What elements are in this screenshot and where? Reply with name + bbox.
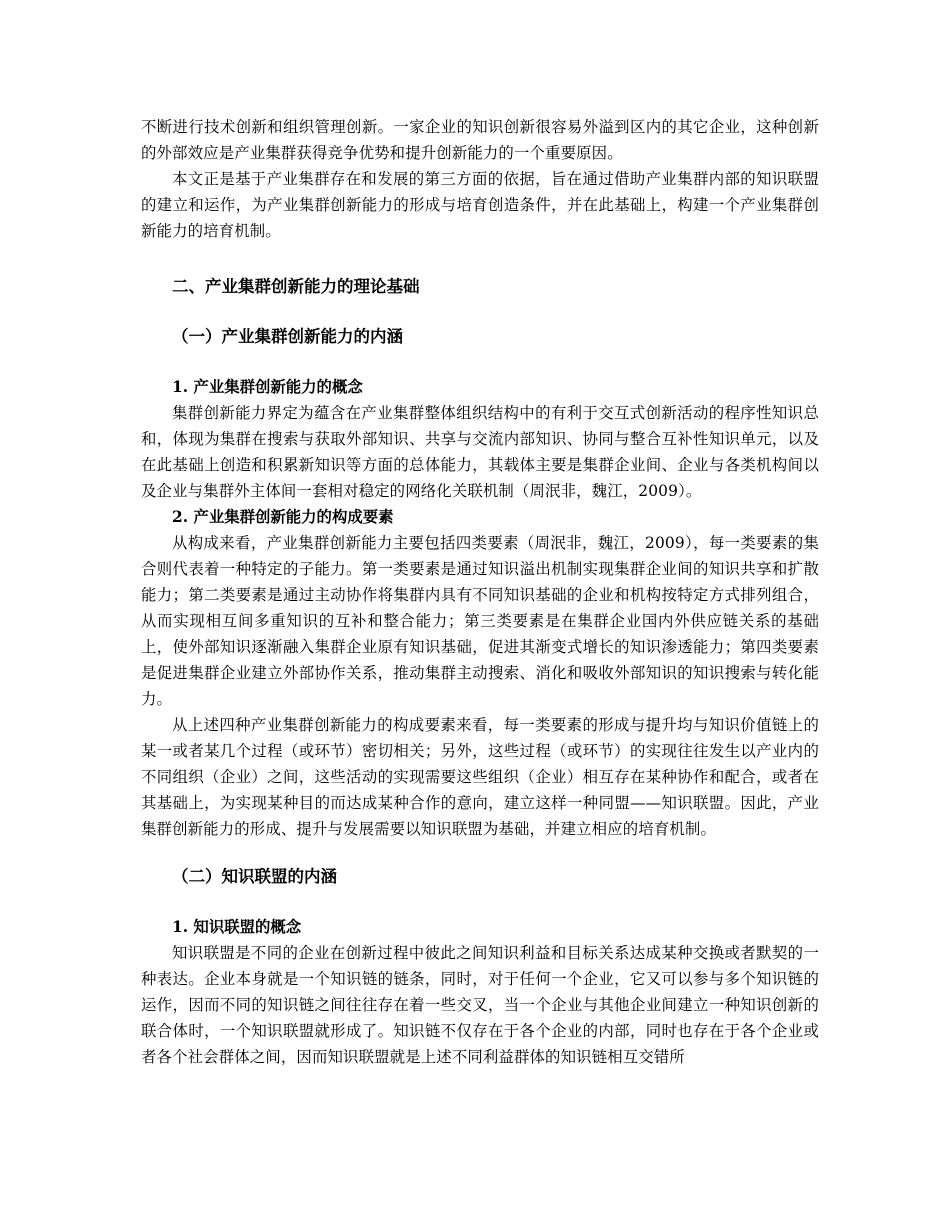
item-heading-elements: 2. 产业集群创新能力的构成要素 [172, 508, 394, 526]
paragraph-continuation: 不断进行技术创新和组织管理创新。一家企业的知识创新很容易外溢到区内的其它企业，这种创新的外部效应是产业集群获得竞争优势和提升创新能力的一个重要原因。 [141, 118, 819, 162]
paragraph-purpose: 本文正是基于产业集群存在和发展的第三方面的依据，旨在通过借助产业集群内部的知识联盟的建立和运作，为产业集群创新能力的形成与培育创造条件，并在此基础上，构建一个产业集群创新能力的培育机制。 [141, 170, 819, 240]
section-heading-theory: 二、产业集群创新能力的理论基础 [172, 277, 420, 296]
subsection-heading-connotation: （一）产业集群创新能力的内涵 [172, 327, 403, 346]
document-page [141, 114, 819, 1070]
paragraph-elements: 从构成来看，产业集群创新能力主要包括四类要素（周泯非，魏江，2009），每一类要素的集合则代表着一种特定的子能力。第一类要素是通过知识溢出机制实现集群企业间的知识共享和扩散能力；第二类要素是通过主动协作将集群内具有不同知识基础的企业和机构按特定方式排列组合，从而实现相互间多重知识的互补和整合能力；第三类要素是在集群企业国内外供应链关系的基础上，使外部知识逐渐融入集群企业原有知识基础，促进其渐变式增长的知识渗透能力；第四类要素是促进集群企业建立外部协作关系，推动集群主动搜索、消化和吸收外部知识的知识搜索与转化能力。 [141, 534, 819, 708]
paragraph-concept: 集群创新能力界定为蕴含在产业集群整体组织结构中的有利于交互式创新活动的程序性知识总和，体现为集群在搜索与获取外部知识、共享与交流内部知识、协同与整合互补性知识单元，以及在此基础上创造和积累新知识等方面的总体能力，其载体主要是集群企业间、企业与各类机构间以及企业与集群外主体间一套相对稳定的网络化关联机制（周泯非，魏江，2009）。 [141, 404, 819, 500]
item-heading-alliance-concept: 1. 知识联盟的概念 [172, 918, 302, 936]
paragraph-knowledge-alliance-basis: 从上述四种产业集群创新能力的构成要素来看，每一类要素的形成与提升均与知识价值链上的某一或者某几个过程（或环节）密切相关；另外，这些过程（或环节）的实现往往发生以产业内的不同组织（企业）之间，这些活动的实现需要这些组织（企业）相互存在某种协作和配合，或者在其基础上，为实现某种目的而达成某种合作的意向，建立这样一种同盟——知识联盟。因此，产业集群创新能力的形成、提升与发展需要以知识联盟为基础，并建立相应的培育机制。 [141, 716, 819, 838]
paragraph-alliance-concept: 知识联盟是不同的企业在创新过程中彼此之间知识利益和目标关系达成某种交换或者默契的一种表达。企业本身就是一个知识链的链条，同时，对于任何一个企业，它又可以参与多个知识链的运作，因而不同的知识链之间往往存在着一些交叉，当一个企业与其他企业间建立一种知识创新的联合体时，一个知识联盟就形成了。知识链不仅存在于各个企业的内部，同时也存在于各个企业或者各个社会群体之间，因而知识联盟就是上述不同利益群体的知识链相互交错所 [141, 944, 819, 1066]
subsection-heading-alliance: （二）知识联盟的内涵 [172, 867, 337, 886]
item-heading-concept: 1. 产业集群创新能力的概念 [172, 378, 363, 396]
